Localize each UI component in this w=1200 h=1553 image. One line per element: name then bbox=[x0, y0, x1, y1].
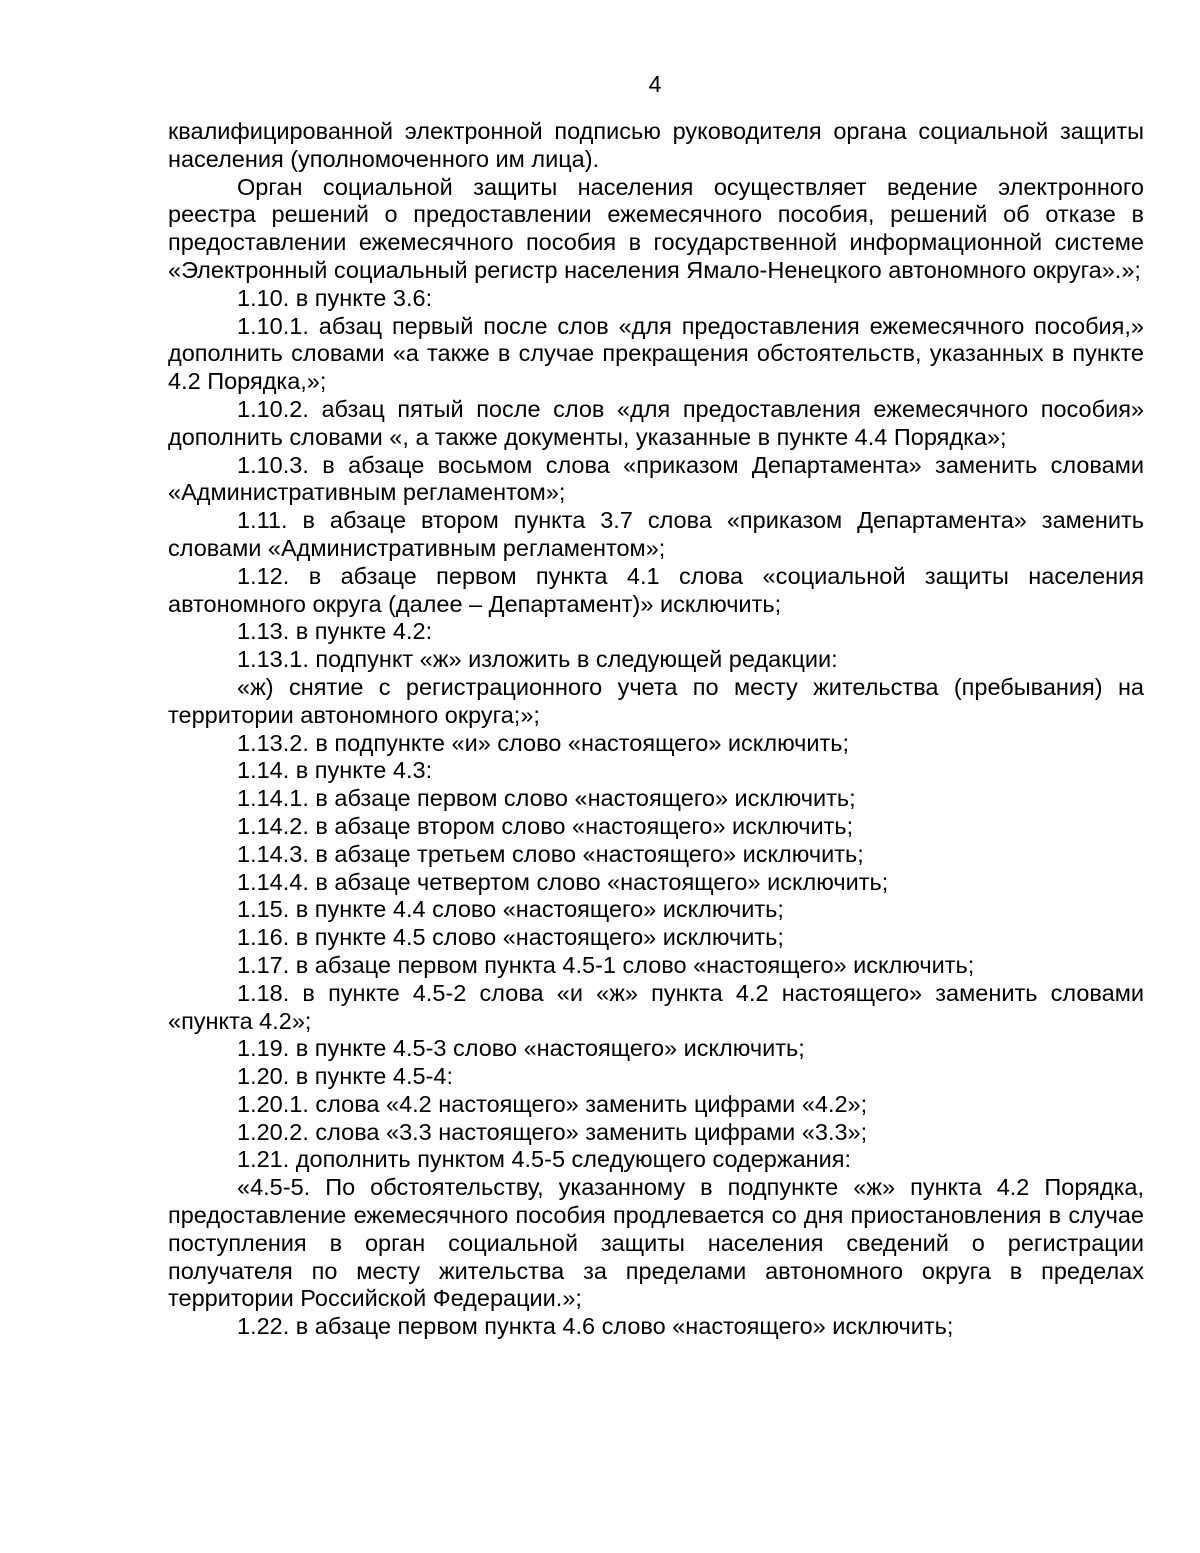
paragraph: 1.10. в пункте 3.6: bbox=[237, 284, 433, 311]
paragraph: 1.20. в пункте 4.5-4: bbox=[237, 1063, 453, 1090]
paragraph: 1.14. в пункте 4.3: bbox=[237, 757, 433, 784]
document-body bbox=[168, 118, 1144, 1341]
paragraph: 1.18. в пункте 4.5-2 слова «и «ж» пункта 4.2 настоящего» заменить словами «пункта 4.2»; bbox=[168, 979, 1144, 1034]
paragraph: 1.20.1. слова «4.2 настоящего» заменить цифрами «4.2»; bbox=[237, 1090, 868, 1117]
paragraph: 1.21. дополнить пунктом 4.5-5 следующего содержания: bbox=[237, 1146, 852, 1173]
paragraph: 1.10.1. абзац первый после слов «для предоставления ежемесячного пособия,» дополнить словами «а также в случае прекращения обстоятельств, указанных в пункте 4.2 Порядка,»; bbox=[168, 312, 1144, 395]
paragraph: 1.22. в абзаце первом пункта 4.6 слово «настоящего» исключить; bbox=[237, 1313, 954, 1340]
paragraph: 1.14.2. в абзаце втором слово «настоящего» исключить; bbox=[237, 812, 854, 839]
paragraph: «ж) снятие с регистрационного учета по месту жительства (пребывания) на территории автономного округа;»; bbox=[168, 673, 1144, 728]
paragraph: 1.10.3. в абзаце восьмом слова «приказом Департамента» заменить словами «Административным регламентом»; bbox=[168, 451, 1144, 506]
paragraph: 1.19. в пункте 4.5-3 слово «настоящего» исключить; bbox=[237, 1035, 805, 1062]
paragraph: квалифицированной электронной подписью руководителя органа социальной защиты населения (уполномоченного им лица). bbox=[168, 118, 1144, 172]
paragraph: 1.14.4. в абзаце четвертом слово «настоящего» исключить; bbox=[237, 868, 889, 895]
paragraph: 1.14.3. в абзаце третьем слово «настоящего» исключить; bbox=[237, 840, 864, 867]
paragraph: Орган социальной защиты населения осуществляет ведение электронного реестра решений о предоставлении ежемесячного пособия, решений об отказе в предоставлении ежемесячного пособия в государственной информационной системе «Электронный социальный регистр населения Ямало-Ненецкого автономного округа».»; bbox=[168, 173, 1144, 283]
paragraph: 1.20.2. слова «3.3 настоящего» заменить цифрами «3.3»; bbox=[237, 1118, 868, 1145]
paragraph: 1.14.1. в абзаце первом слово «настоящего» исключить; bbox=[237, 785, 856, 812]
paragraph: 1.12. в абзаце первом пункта 4.1 слова «социальной защиты населения автономного округа (далее – Департамент)» исключить; bbox=[168, 562, 1144, 617]
paragraph: 1.16. в пункте 4.5 слово «настоящего» исключить; bbox=[237, 924, 784, 951]
paragraph: «4.5-5. По обстоятельству, указанному в подпункте «ж» пункта 4.2 Порядка, предоставление ежемесячного пособия продлевается со дня приостановления в случае поступления в орган социальной защиты населения сведений о регистрации получателя по месту жительства за пределами автономного округа в пределах территории Российской Федерации.»; bbox=[168, 1174, 1144, 1312]
paragraph: 1.13.2. в подпункте «и» слово «настоящего» исключить; bbox=[237, 729, 850, 756]
paragraph: 1.10.2. абзац пятый после слов «для предоставления ежемесячного пособия» дополнить словами «, а также документы, указанные в пункте 4.4 Порядка»; bbox=[168, 395, 1144, 450]
page-number: 4 bbox=[648, 71, 662, 97]
paragraph: 1.17. в абзаце первом пункта 4.5-1 слово «настоящего» исключить; bbox=[237, 951, 975, 978]
paragraph: 1.11. в абзаце втором пункта 3.7 слова «приказом Департамента» заменить словами «Административным регламентом»; bbox=[168, 507, 1144, 561]
paragraph: 1.13. в пункте 4.2: bbox=[237, 618, 433, 645]
paragraph: 1.15. в пункте 4.4 слово «настоящего» исключить; bbox=[237, 896, 784, 923]
paragraph: 1.13.1. подпункт «ж» изложить в следующей редакции: bbox=[237, 646, 838, 673]
